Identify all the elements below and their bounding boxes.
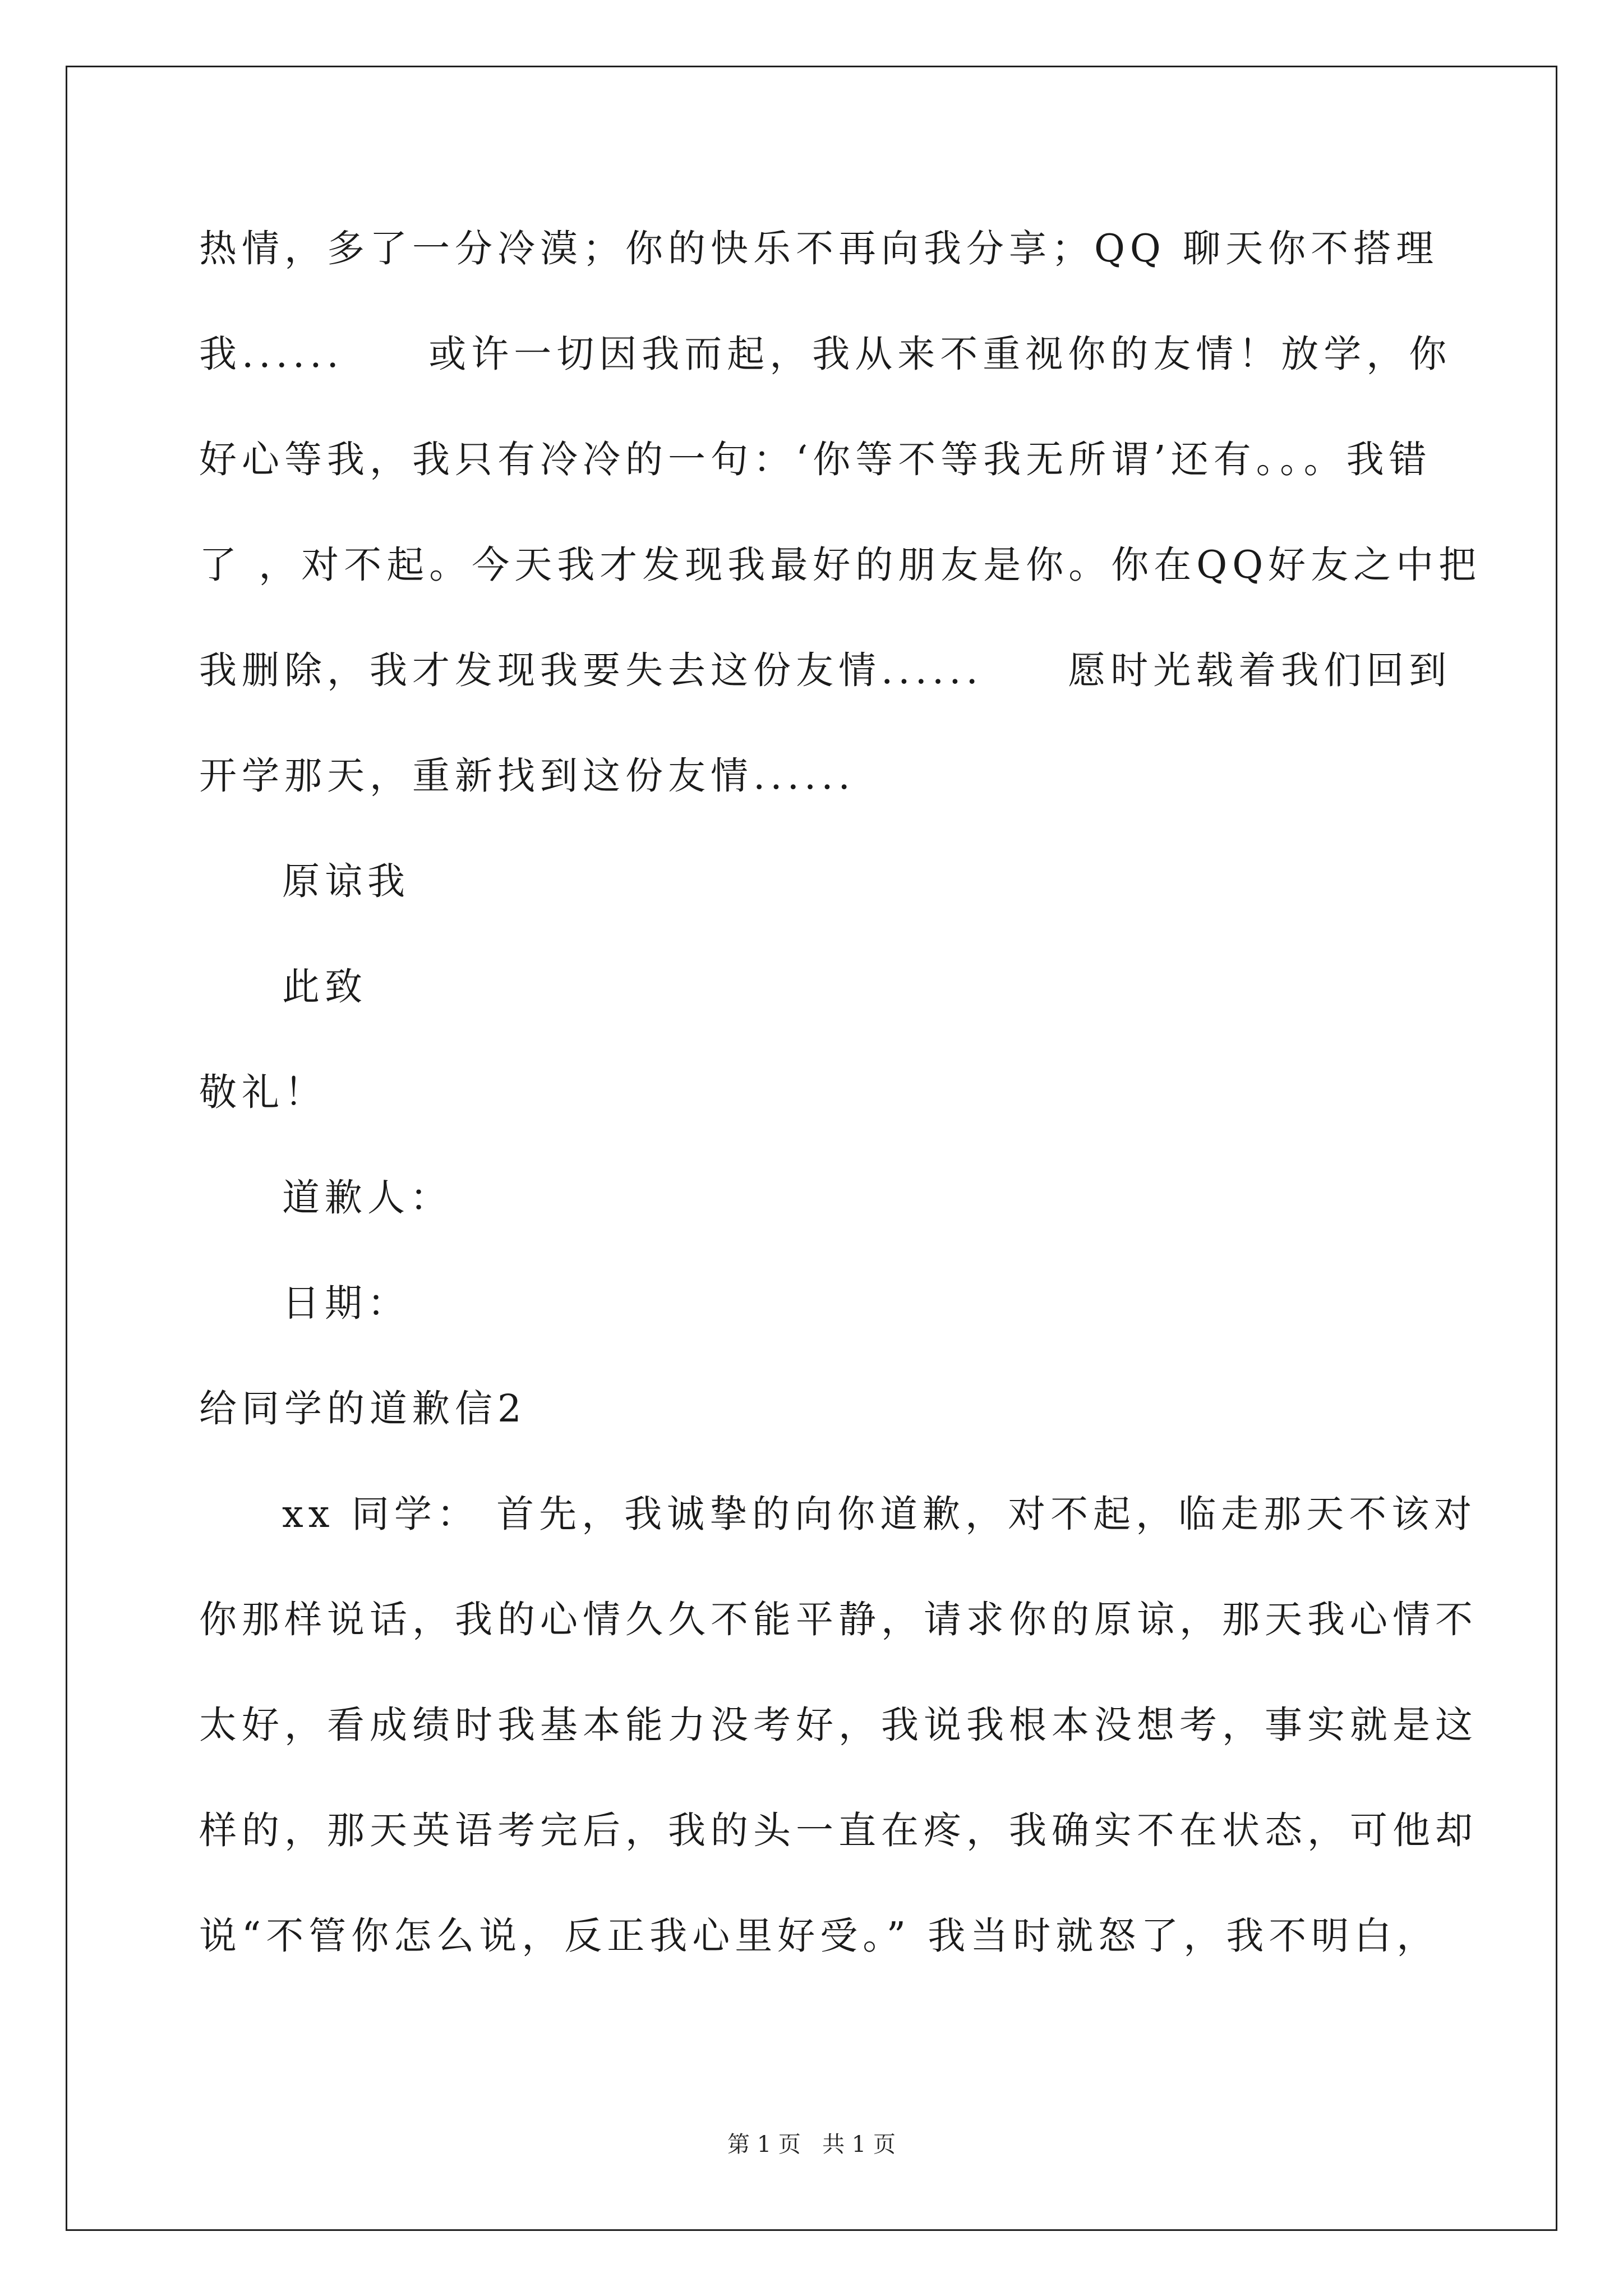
text-line: 开学那天，重新找到这份友情......	[199, 754, 855, 798]
page-number-footer: 第 1 页 共 1 页	[727, 2132, 896, 2157]
text-line: xx 同学： 首先，我诚挚的向你道歉，对不起，临走那天不该对	[282, 1492, 1477, 1536]
text-line: 好心等我，我只有冷冷的一句：‘你等不等我无所谓’还有。。。我错	[199, 438, 1432, 481]
text-line: 我删除，我才发现我要失去这份友情...... 愿时光载着我们回到	[199, 648, 1452, 692]
salutation-line: 敬礼！	[199, 1070, 327, 1114]
salutation-line: 此致	[282, 965, 367, 1009]
section-title: 给同学的道歉信2	[199, 1387, 527, 1430]
page-border	[66, 66, 1557, 2231]
text-line: 我...... 或许一切因我而起，我从来不重视你的友情！放学，你	[199, 332, 1452, 376]
text-line: 你那样说话，我的心情久久不能平静，请求你的原谅，那天我心情不	[199, 1598, 1478, 1641]
closing-line: 原谅我	[282, 859, 410, 903]
text-line: 了 ，对不起。今天我才发现我最好的朋友是你。你在QQ好友之中把	[199, 543, 1482, 587]
text-line: 样的，那天英语考完后，我的头一直在疼，我确实不在状态，可他却	[199, 1809, 1478, 1852]
text-line: 说“不管你怎么说，反正我心里好受。” 我当时就怒了，我不明白，	[199, 1914, 1440, 1958]
signature-label: 道歉人：	[282, 1176, 453, 1220]
text-line: 热情，多了一分冷漠；你的快乐不再向我分享；QQ 聊天你不搭理	[199, 227, 1439, 270]
text-line: 太好，看成绩时我基本能力没考好，我说我根本没想考，事实就是这	[199, 1703, 1478, 1747]
date-label: 日期：	[282, 1281, 410, 1325]
